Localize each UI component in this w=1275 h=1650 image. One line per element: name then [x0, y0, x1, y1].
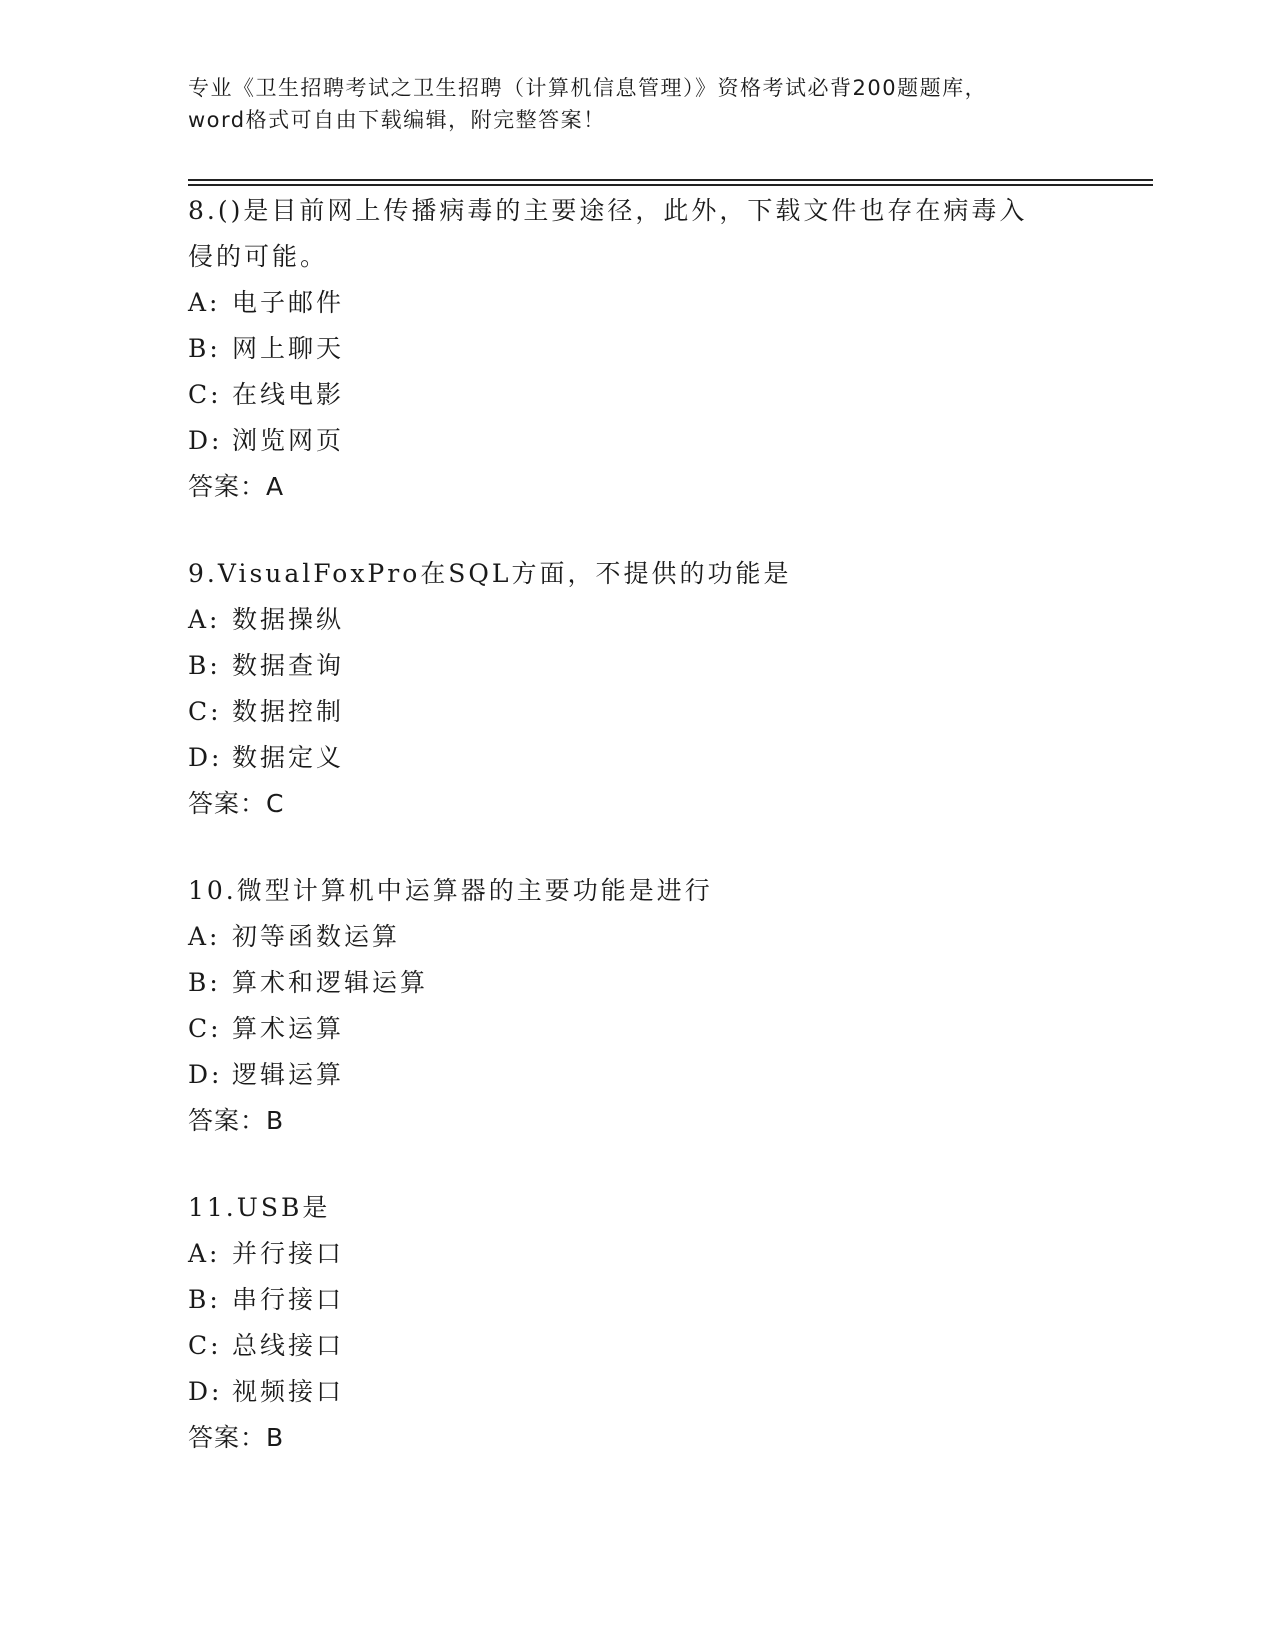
question-10: [188, 868, 1088, 1144]
option-a: [188, 280, 1088, 326]
option-b: [188, 326, 1088, 372]
option-text: 算术和逻辑运算: [232, 968, 429, 997]
option-c: [188, 1006, 1088, 1052]
option-key: A:: [188, 288, 221, 317]
option-text: 总线接口: [232, 1331, 345, 1360]
question-stem: 8.()是目前网上传播病毒的主要途径，此外，下载文件也存在病毒入: [188, 196, 1028, 225]
option-a: [188, 914, 1088, 960]
option-c: [188, 372, 1088, 418]
question-11: [188, 1185, 1088, 1461]
header-divider-top: [188, 179, 1153, 181]
option-key: C:: [188, 1331, 222, 1360]
option-text: 视频接口: [232, 1377, 345, 1406]
header-line-2: word格式可自由下载编辑，附完整答案！: [188, 108, 606, 132]
option-d: [188, 1369, 1088, 1415]
option-key: C:: [188, 380, 222, 409]
option-key: D:: [188, 743, 223, 772]
option-c: [188, 1323, 1088, 1369]
option-a: [188, 597, 1088, 643]
option-text: 电子邮件: [232, 288, 345, 317]
option-key: B:: [188, 651, 221, 680]
option-key: A:: [188, 922, 221, 951]
question-8: [188, 188, 1088, 510]
answer-line: 答案：C: [188, 789, 285, 818]
option-d: [188, 1052, 1088, 1098]
option-key: C:: [188, 1014, 222, 1043]
option-b: [188, 960, 1088, 1006]
option-a: [188, 1231, 1088, 1277]
header-line-1: 专业《卫生招聘考试之卫生招聘（计算机信息管理）》资格考试必背200题题库，: [188, 76, 988, 100]
option-key: D:: [188, 1060, 223, 1089]
option-key: B:: [188, 968, 221, 997]
option-text: 初等函数运算: [232, 922, 401, 951]
option-text: 算术运算: [232, 1014, 345, 1043]
option-text: 数据控制: [232, 697, 345, 726]
option-text: 并行接口: [232, 1239, 345, 1268]
option-b: [188, 643, 1088, 689]
header-divider-bottom: [188, 184, 1153, 186]
option-key: A:: [188, 605, 221, 634]
option-key: A:: [188, 1239, 221, 1268]
answer-line: 答案：A: [188, 472, 285, 501]
option-text: 在线电影: [232, 380, 345, 409]
option-d: [188, 735, 1088, 781]
question-stem-continued: 侵的可能。: [188, 242, 329, 271]
option-text: 网上聊天: [232, 334, 345, 363]
option-text: 浏览网页: [232, 426, 345, 455]
option-d: [188, 418, 1088, 464]
option-key: D:: [188, 1377, 223, 1406]
option-key: B:: [188, 1285, 221, 1314]
option-text: 数据定义: [232, 743, 345, 772]
question-stem: 11.USB是: [188, 1193, 331, 1222]
answer-line: 答案：B: [188, 1423, 285, 1452]
document-header: [188, 72, 1088, 136]
option-b: [188, 1277, 1088, 1323]
question-9: [188, 551, 1088, 827]
question-stem: 9.VisualFoxPro在SQL方面，不提供的功能是: [188, 559, 792, 588]
option-text: 数据操纵: [232, 605, 345, 634]
option-key: C:: [188, 697, 222, 726]
question-stem: 10.微型计算机中运算器的主要功能是进行: [188, 876, 713, 905]
option-c: [188, 689, 1088, 735]
option-key: B:: [188, 334, 221, 363]
option-key: D:: [188, 426, 223, 455]
answer-line: 答案：B: [188, 1106, 285, 1135]
option-text: 串行接口: [232, 1285, 345, 1314]
option-text: 逻辑运算: [232, 1060, 345, 1089]
option-text: 数据查询: [232, 651, 345, 680]
